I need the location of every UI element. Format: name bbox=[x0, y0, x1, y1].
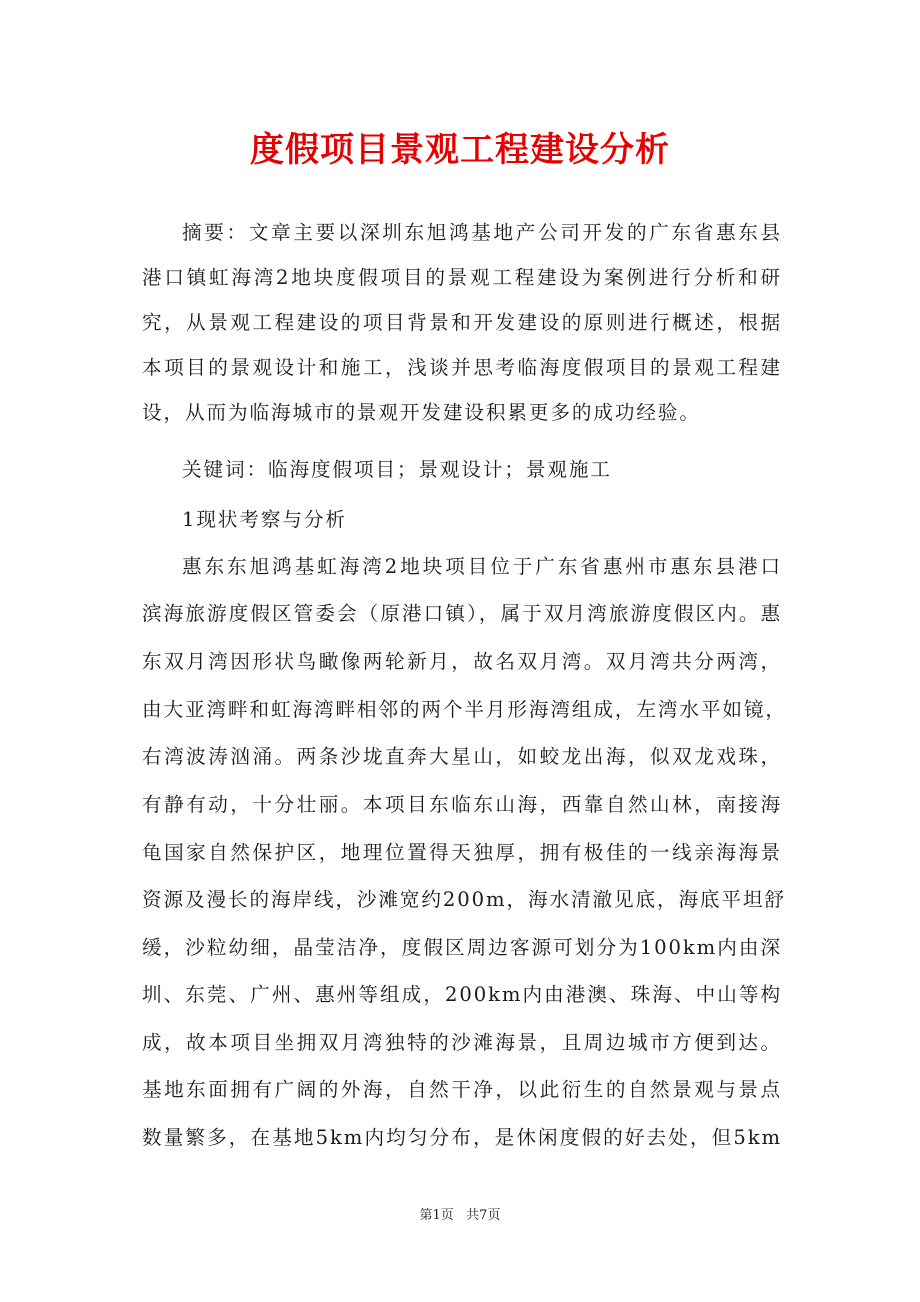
keywords: 关键词：临海度假项目；景观设计；景观施工 bbox=[182, 458, 612, 481]
section-heading: 1现状考察与分析 bbox=[182, 508, 347, 531]
body-line: 资源及漫长的海岸线，沙滩宽约200m，海水清澈见底，海底平坦舒 bbox=[142, 888, 786, 911]
abstract-line: 摘要：文章主要以深圳东旭鸿基地产公司开发的广东省惠东县 bbox=[182, 221, 782, 244]
body-line: 龟国家自然保护区，地理位置得天独厚，拥有极佳的一线亲海海景 bbox=[142, 841, 782, 864]
body-line: 圳、东莞、广州、惠州等组成，200km内由港澳、珠海、中山等构 bbox=[142, 983, 782, 1006]
abstract-line: 设，从而为临海城市的景观开发建设积累更多的成功经验。 bbox=[142, 401, 701, 424]
body-line: 由大亚湾畔和虹海湾畔相邻的两个半月形海湾组成，左湾水平如镜， bbox=[142, 698, 787, 721]
body-line: 滨海旅游度假区管委会（原港口镇），属于双月湾旅游度假区内。惠 bbox=[142, 602, 782, 625]
body-line: 数量繁多，在基地5km内均匀分布，是休闲度假的好去处，但5km bbox=[142, 1126, 782, 1149]
abstract-line: 本项目的景观设计和施工，浅谈并思考临海度假项目的景观工程建 bbox=[142, 356, 782, 379]
abstract-line: 究，从景观工程建设的项目背景和开发建设的原则进行概述，根据 bbox=[142, 311, 782, 334]
abstract-line: 港口镇虹海湾2地块度假项目的景观工程建设为案例进行分析和研 bbox=[142, 266, 782, 289]
document-title: 度假项目景观工程建设分析 bbox=[250, 130, 670, 170]
body-line: 有静有动，十分壮丽。本项目东临东山海，西靠自然山林，南接海 bbox=[142, 793, 782, 816]
body-line: 右湾波涛汹涌。两条沙垅直奔大星山，如蛟龙出海，似双龙戏珠， bbox=[142, 745, 782, 768]
body-line: 东双月湾因形状鸟瞰像两轮新月，故名双月湾。双月湾共分两湾， bbox=[142, 650, 782, 673]
body-line: 成，故本项目坐拥双月湾独特的沙滩海景，且周边城市方便到达。 bbox=[142, 1031, 782, 1054]
body-line: 基地东面拥有广阔的外海，自然干净，以此衍生的自然景观与景点 bbox=[142, 1078, 782, 1101]
page-indicator: 第1页 共7页 bbox=[419, 1208, 501, 1223]
body-line: 惠东东旭鸿基虹海湾2地块项目位于广东省惠州市惠东县港口 bbox=[182, 555, 782, 578]
body-line: 缓，沙粒幼细，晶莹洁净，度假区周边客源可划分为100km内由深 bbox=[142, 936, 782, 959]
